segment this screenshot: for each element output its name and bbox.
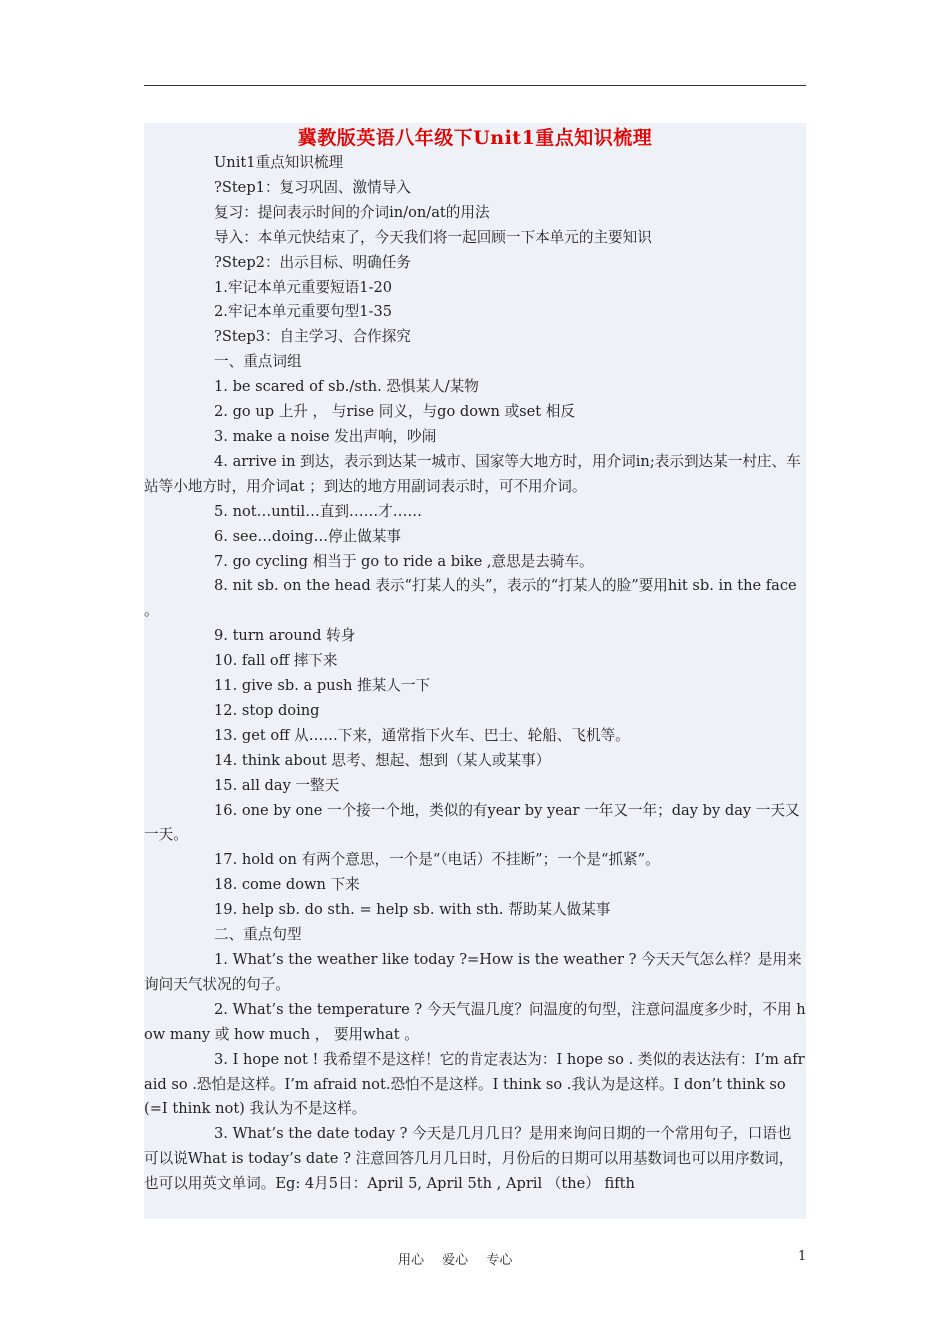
paragraph: 2. go up 上升 ， 与rise 同义，与go down 或set 相反 xyxy=(214,403,575,421)
footer-motto: 爱心 xyxy=(442,1253,469,1268)
paragraph: 1. What’s the weather like today ?=How is the weather ? 今天天气怎么样？是用来询问天气状况的句子。 xyxy=(144,951,802,993)
paragraph: 11. give sb. a push 推某人一下 xyxy=(214,677,431,695)
footer-mottos xyxy=(398,1249,526,1268)
paragraph: 19. help sb. do sth. = help sb. with sth. 帮助某人做某事 xyxy=(214,901,611,919)
paragraph: 12. stop doing xyxy=(214,701,320,719)
paragraph: 13. get off 从……下来，通常指下火车、巴士、轮船、飞机等。 xyxy=(214,726,630,744)
document-title: 冀教版英语八年级下Unit1重点知识梳理 xyxy=(297,127,653,149)
paragraph: 7. go cycling 相当于 go to ride a bike ,意思是去骑车。 xyxy=(214,552,594,570)
footer-motto: 用心 xyxy=(398,1253,425,1268)
paragraph: 2. What’s the temperature ? 今天气温几度？问温度的句型，注意问温度多少时，不用 how many 或 how much ， 要用what 。 xyxy=(144,1000,806,1043)
paragraph: 14. think about 思考、想起、想到（某人或某事） xyxy=(214,751,551,769)
paragraph: 复习：提问表示时间的介词in/on/at的用法 xyxy=(214,203,490,221)
document-body xyxy=(144,123,806,1219)
paragraph: 9. turn around 转身 xyxy=(214,627,356,645)
paragraph: 1. be scared of sb./sth. 恐惧某人/某物 xyxy=(214,378,479,396)
paragraph: ?Step3：自主学习、合作探究 xyxy=(214,328,411,346)
paragraph: 6. see…doing…停止做某事 xyxy=(214,527,402,545)
paragraph: 3. make a noise 发出声响，吵闹 xyxy=(214,427,437,445)
paragraph: 3. What’s the date today ? 今天是几月几日？是用来询问日期的一个常用句子，口语也可以说What is today’s date ? 注意回答几月几日时，月份后的日期可以用基数词也可以用序数词，也可以用英文单词。Eg: 4月5日：April 5, April 5th , April （the） fifth xyxy=(144,1125,794,1193)
paragraph: 3. I hope not ! 我希望不是这样！它的肯定表达为：I hope so . 类似的表达法有：I’m afraid so .恐怕是这样。I’m afraid not.恐怕不是这样。I think so .我认为是这样。I don’t think so (=I think not) 我认为不是这样。 xyxy=(144,1050,805,1118)
paragraph: 一、重点词组 xyxy=(214,353,302,371)
paragraph: ?Step1：复习巩固、激情导入 xyxy=(214,178,411,196)
paragraph-list xyxy=(144,151,806,1197)
paragraph: 18. come down 下来 xyxy=(214,876,360,894)
paragraph: 导入：本单元快结束了，今天我们将一起回顾一下本单元的主要知识 xyxy=(214,228,652,246)
paragraph: 8. nit sb. on the head 表示“打某人的头”，表示的“打某人的脸”要用hit sb. in the face 。 xyxy=(144,577,797,620)
footer-motto: 专心 xyxy=(486,1253,513,1268)
paragraph: 5. not…until…直到……才…… xyxy=(214,502,422,520)
header-rule xyxy=(144,85,806,86)
paragraph: 15. all day 一整天 xyxy=(214,776,340,794)
paragraph: Unit1重点知识梳理 xyxy=(214,154,344,171)
paragraph: 2.牢记本单元重要句型1-35 xyxy=(214,303,393,321)
paragraph: 1.牢记本单元重要短语1-20 xyxy=(214,278,393,296)
paragraph: 16. one by one 一个接一个地，类似的有year by year 一年又一年；day by day 一天又一天。 xyxy=(144,801,800,844)
page-number: 1 xyxy=(798,1249,807,1264)
paragraph: 4. arrive in 到达，表示到达某一城市、国家等大地方时，用介词in;表示到达某一村庄、车站等小地方时，用介词at ；到达的地方用副词表示时，可不用介词。 xyxy=(144,452,801,495)
paragraph: ?Step2：出示目标、明确任务 xyxy=(214,253,411,271)
paragraph: 17. hold on 有两个意思，一个是“（电话）不挂断”；一个是“抓紧”。 xyxy=(214,851,660,869)
paragraph: 二、重点句型 xyxy=(214,926,302,944)
paragraph: 10. fall off 摔下来 xyxy=(214,652,338,670)
